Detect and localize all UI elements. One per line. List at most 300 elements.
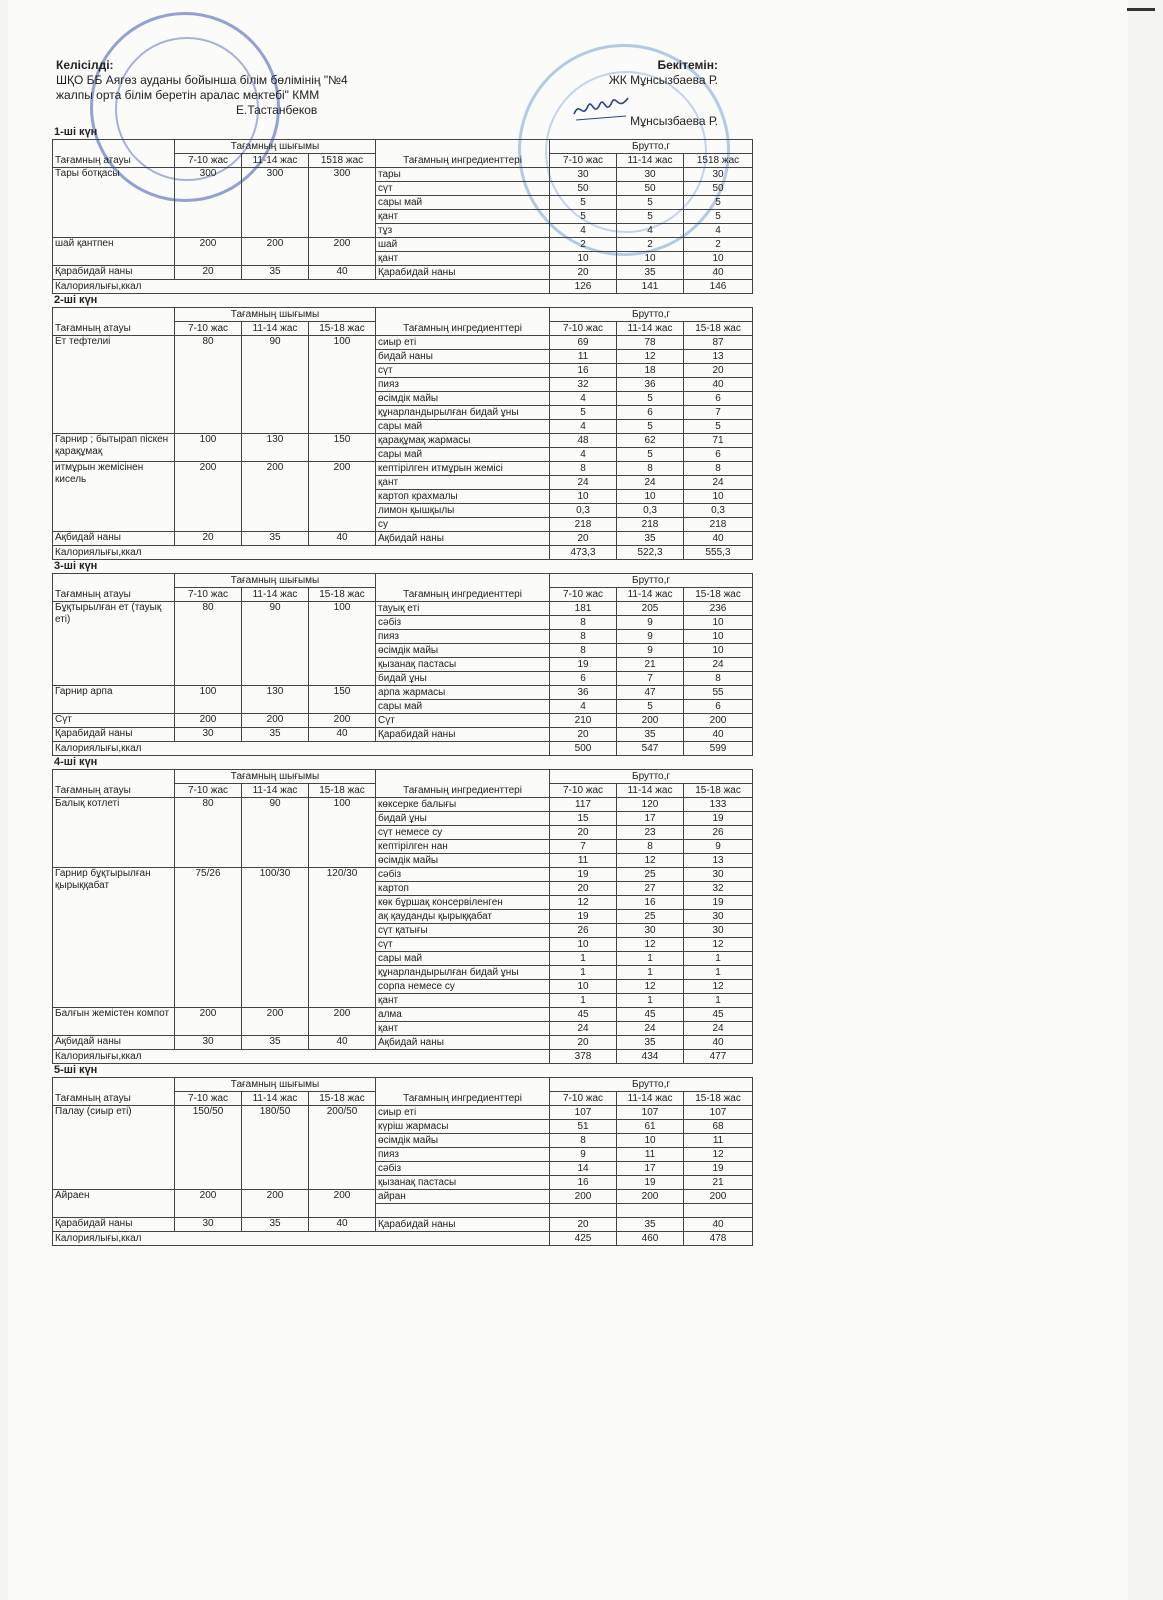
ingredient-name: сары май (376, 196, 550, 210)
brutto-cell: 11 (617, 1148, 684, 1162)
brutto-cell: 35 (617, 266, 684, 280)
brutto-cell: 117 (550, 798, 617, 812)
calories-label: Калориялығы,ккал (53, 1232, 550, 1246)
portion-cell: 150 (309, 434, 376, 462)
brutto-cell: 68 (684, 1120, 753, 1134)
brutto-cell: 10 (684, 630, 753, 644)
table-row (53, 1106, 753, 1120)
age-header: 15-18 жас (684, 784, 753, 798)
portion-cell: 35 (242, 532, 309, 546)
brutto-cell: 40 (684, 1036, 753, 1050)
signature-icon (570, 92, 632, 124)
brutto-cell: 32 (684, 882, 753, 896)
col-dish-header: Тағамның атауы (53, 308, 175, 336)
age-header: 15-18 жас (684, 1092, 753, 1106)
brutto-cell: 17 (617, 812, 684, 826)
portion-cell: 200 (242, 1008, 309, 1036)
portion-cell: 35 (242, 1218, 309, 1232)
brutto-cell: 218 (617, 518, 684, 532)
brutto-cell: 5 (550, 210, 617, 224)
ingredient-name: қызанақ пастасы (376, 658, 550, 672)
brutto-cell: 24 (550, 1022, 617, 1036)
brutto-cell: 5 (617, 392, 684, 406)
brutto-cell: 4 (550, 392, 617, 406)
brutto-cell: 5 (617, 448, 684, 462)
brutto-cell: 19 (550, 868, 617, 882)
ingredient-name: сары май (376, 952, 550, 966)
portion-cell: 75/26 (175, 868, 242, 1008)
age-header: 15-18 жас (309, 1092, 376, 1106)
brutto-cell: 20 (684, 364, 753, 378)
ingredient-name: қант (376, 210, 550, 224)
dish-name: шай қантпен (53, 238, 175, 266)
brutto-cell: 50 (684, 182, 753, 196)
brutto-cell: 30 (617, 168, 684, 182)
portion-cell: 200/50 (309, 1106, 376, 1190)
calories-label: Калориялығы,ккал (53, 546, 550, 560)
brutto-cell: 236 (684, 602, 753, 616)
ingredient-name: құнарландырылған бидай ұны (376, 406, 550, 420)
calories-value: 378 (550, 1050, 617, 1064)
menu-table (52, 139, 753, 294)
portion-cell: 130 (242, 686, 309, 714)
brutto-cell: 10 (617, 1134, 684, 1148)
brutto-cell: 45 (617, 1008, 684, 1022)
day-title: 4-ші күн (54, 756, 98, 768)
brutto-cell: 30 (550, 168, 617, 182)
portion-cell: 300 (175, 168, 242, 238)
brutto-cell: 61 (617, 1120, 684, 1134)
ingredient-name: картоп (376, 882, 550, 896)
col-brutto-header: Брутто,г (550, 770, 753, 784)
col-portion-header: Тағамның шығымы (175, 574, 376, 588)
ingredient-name: пияз (376, 378, 550, 392)
brutto-cell: 25 (617, 868, 684, 882)
brutto-cell (684, 1204, 753, 1218)
brutto-cell: 19 (684, 812, 753, 826)
brutto-cell: 20 (550, 532, 617, 546)
brutto-cell: 6 (550, 672, 617, 686)
age-header: 11-14 жас (617, 1092, 684, 1106)
table-header-row (53, 574, 753, 588)
table-header-row (53, 770, 753, 784)
age-header: 11-14 жас (617, 588, 684, 602)
portion-cell: 80 (175, 336, 242, 434)
portion-cell: 80 (175, 798, 242, 868)
calories-value: 522,3 (617, 546, 684, 560)
brutto-cell: 20 (550, 1036, 617, 1050)
brutto-cell: 35 (617, 1036, 684, 1050)
brutto-cell: 5 (617, 210, 684, 224)
calories-value: 473,3 (550, 546, 617, 560)
calories-value: 434 (617, 1050, 684, 1064)
table-row (53, 462, 753, 476)
brutto-cell: 10 (684, 616, 753, 630)
brutto-cell: 133 (684, 798, 753, 812)
brutto-cell: 13 (684, 854, 753, 868)
col-ingredients-header: Тағамның ингредиенттері (376, 574, 550, 602)
dish-name: Ақбидай наны (53, 1036, 175, 1050)
calories-value: 141 (617, 280, 684, 294)
table-row (53, 686, 753, 700)
portion-cell: 200 (309, 238, 376, 266)
portion-cell: 100 (175, 434, 242, 462)
portion-cell: 90 (242, 602, 309, 686)
ingredient-name: тауық еті (376, 602, 550, 616)
brutto-cell: 181 (550, 602, 617, 616)
ingredient-name: ақ қауданды қырыққабат (376, 910, 550, 924)
table-header-row (53, 308, 753, 322)
brutto-cell: 1 (684, 994, 753, 1008)
col-dish-header: Тағамның атауы (53, 140, 175, 168)
age-header: 1518 жас (684, 154, 753, 168)
brutto-cell: 40 (684, 532, 753, 546)
ingredient-name: өсімдік майы (376, 1134, 550, 1148)
brutto-cell: 6 (684, 448, 753, 462)
brutto-cell: 10 (684, 644, 753, 658)
ingredient-name: қант (376, 1022, 550, 1036)
brutto-cell: 5 (617, 196, 684, 210)
portion-cell: 35 (242, 1036, 309, 1050)
brutto-cell: 35 (617, 1218, 684, 1232)
dish-name: Балық котлеті (53, 798, 175, 868)
brutto-cell: 24 (684, 658, 753, 672)
brutto-cell: 11 (550, 350, 617, 364)
brutto-cell: 218 (684, 518, 753, 532)
brutto-cell: 8 (617, 462, 684, 476)
brutto-cell: 4 (550, 700, 617, 714)
portion-cell: 200 (309, 714, 376, 728)
ingredient-name: бидай ұны (376, 672, 550, 686)
day-title: 2-ші күн (54, 294, 98, 306)
calories-value: 478 (684, 1232, 753, 1246)
portion-cell: 90 (242, 336, 309, 434)
ingredient-name: тұз (376, 224, 550, 238)
col-portion-header: Тағамның шығымы (175, 1078, 376, 1092)
brutto-cell: 10 (617, 252, 684, 266)
ingredient-name: бидай ұны (376, 812, 550, 826)
ingredient-name: сәбіз (376, 1162, 550, 1176)
brutto-cell: 5 (550, 196, 617, 210)
portion-cell: 40 (309, 1036, 376, 1050)
brutto-cell: 4 (617, 224, 684, 238)
brutto-cell: 5 (684, 420, 753, 434)
brutto-cell: 200 (684, 714, 753, 728)
table-header-row (53, 140, 753, 154)
col-brutto-header: Брутто,г (550, 1078, 753, 1092)
dish-name: Айраен (53, 1190, 175, 1218)
brutto-cell: 0,3 (550, 504, 617, 518)
ingredient-name: тары (376, 168, 550, 182)
age-header: 11-14 жас (242, 784, 309, 798)
table-row (53, 336, 753, 350)
ingredient-name: бидай наны (376, 350, 550, 364)
ingredient-name: сәбіз (376, 616, 550, 630)
col-ingredients-header: Тағамның ингредиенттері (376, 140, 550, 168)
dish-name: Қарабидай наны (53, 1218, 175, 1232)
brutto-cell: 218 (550, 518, 617, 532)
brutto-cell: 4 (550, 224, 617, 238)
age-header: 7-10 жас (550, 322, 617, 336)
brutto-cell: 5 (617, 700, 684, 714)
menu-table (52, 769, 753, 1064)
calories-value: 146 (684, 280, 753, 294)
ingredient-name: Қарабидай наны (376, 266, 550, 280)
brutto-cell: 48 (550, 434, 617, 448)
brutto-cell: 4 (684, 224, 753, 238)
brutto-cell: 9 (617, 616, 684, 630)
brutto-cell: 36 (617, 378, 684, 392)
portion-cell: 40 (309, 266, 376, 280)
brutto-cell: 0,3 (617, 504, 684, 518)
age-header: 15-18 жас (684, 322, 753, 336)
brutto-cell: 20 (550, 728, 617, 742)
ingredient-name (376, 1204, 550, 1218)
age-header: 11-14 жас (242, 1092, 309, 1106)
brutto-cell: 17 (617, 1162, 684, 1176)
calories-value: 425 (550, 1232, 617, 1246)
ingredient-name: қант (376, 252, 550, 266)
brutto-cell: 7 (550, 840, 617, 854)
brutto-cell: 24 (550, 476, 617, 490)
portion-cell: 40 (309, 532, 376, 546)
brutto-cell: 5 (684, 210, 753, 224)
age-header: 7-10 жас (175, 784, 242, 798)
brutto-cell: 1 (550, 994, 617, 1008)
portion-cell: 120/30 (309, 868, 376, 1008)
age-header: 11-14 жас (242, 322, 309, 336)
table-header-row (53, 1078, 753, 1092)
brutto-cell: 21 (684, 1176, 753, 1190)
brutto-cell: 30 (684, 924, 753, 938)
dish-name: Тары ботқасы (53, 168, 175, 238)
calories-value: 555,3 (684, 546, 753, 560)
portion-cell: 180/50 (242, 1106, 309, 1190)
brutto-cell: 8 (550, 616, 617, 630)
brutto-cell: 24 (684, 476, 753, 490)
brutto-cell (550, 1204, 617, 1218)
brutto-cell: 200 (550, 1190, 617, 1204)
dish-name: Балғын жемістен компот (53, 1008, 175, 1036)
age-header: 15-18 жас (309, 784, 376, 798)
table-row (53, 714, 753, 728)
ingredient-name: пияз (376, 630, 550, 644)
col-dish-header: Тағамның атауы (53, 1078, 175, 1106)
brutto-cell: 12 (617, 938, 684, 952)
age-header: 15-18 жас (309, 322, 376, 336)
ingredient-name: құнарландырылған бидай ұны (376, 966, 550, 980)
brutto-cell: 78 (617, 336, 684, 350)
age-header: 7-10 жас (175, 322, 242, 336)
brutto-cell: 9 (617, 644, 684, 658)
calories-value: 460 (617, 1232, 684, 1246)
portion-cell: 300 (242, 168, 309, 238)
portion-cell: 20 (175, 532, 242, 546)
brutto-cell: 12 (617, 980, 684, 994)
brutto-cell: 8 (550, 462, 617, 476)
brutto-cell: 200 (617, 1190, 684, 1204)
ingredient-name: сары май (376, 448, 550, 462)
age-header: 7-10 жас (175, 154, 242, 168)
brutto-cell: 4 (550, 448, 617, 462)
brutto-cell: 8 (684, 672, 753, 686)
ingredient-name: қант (376, 994, 550, 1008)
brutto-cell: 10 (684, 252, 753, 266)
table-row (53, 1218, 753, 1232)
col-dish-header: Тағамның атауы (53, 574, 175, 602)
table-row (53, 238, 753, 252)
ingredient-name: Қарабидай наны (376, 1218, 550, 1232)
brutto-cell: 23 (617, 826, 684, 840)
ingredient-name: қарақұмақ жармасы (376, 434, 550, 448)
age-header: 11-14 жас (242, 154, 309, 168)
dish-name: Қарабидай наны (53, 728, 175, 742)
calories-row (53, 1050, 753, 1064)
ingredient-name: кептірілген итмұрын жемісі (376, 462, 550, 476)
table-row (53, 602, 753, 616)
calories-row (53, 280, 753, 294)
col-dish-header: Тағамның атауы (53, 770, 175, 798)
ingredient-name: күріш жармасы (376, 1120, 550, 1134)
ingredient-name: сүт (376, 364, 550, 378)
table-row (53, 868, 753, 882)
dish-name: Палау (сиыр еті) (53, 1106, 175, 1190)
dish-name: Сүт (53, 714, 175, 728)
calories-value: 126 (550, 280, 617, 294)
brutto-cell: 12 (617, 350, 684, 364)
ingredient-name: сүт (376, 938, 550, 952)
brutto-cell: 6 (684, 392, 753, 406)
brutto-cell: 205 (617, 602, 684, 616)
age-header: 7-10 жас (550, 1092, 617, 1106)
portion-cell: 200 (242, 238, 309, 266)
brutto-cell: 107 (617, 1106, 684, 1120)
brutto-cell: 27 (617, 882, 684, 896)
brutto-cell: 9 (617, 630, 684, 644)
table-row (53, 532, 753, 546)
brutto-cell: 12 (684, 980, 753, 994)
ingredient-name: көк бұршақ консервіленген (376, 896, 550, 910)
brutto-cell: 1 (684, 966, 753, 980)
table-row (53, 434, 753, 448)
col-brutto-header: Брутто,г (550, 574, 753, 588)
scan-edge-mark (1127, 8, 1155, 11)
table-row (53, 1036, 753, 1050)
brutto-cell: 8 (550, 630, 617, 644)
portion-cell: 100 (309, 798, 376, 868)
brutto-cell: 7 (617, 672, 684, 686)
portion-cell: 35 (242, 266, 309, 280)
col-ingredients-header: Тағамның ингредиенттері (376, 770, 550, 798)
brutto-cell: 10 (684, 490, 753, 504)
calories-value: 500 (550, 742, 617, 756)
dish-name: Гарнир ; бытырап піскен қарақұмақ (53, 434, 175, 462)
portion-cell: 30 (175, 728, 242, 742)
brutto-cell: 10 (550, 980, 617, 994)
table-row (53, 798, 753, 812)
brutto-cell: 12 (684, 938, 753, 952)
table-row (53, 1190, 753, 1204)
brutto-cell: 51 (550, 1120, 617, 1134)
col-ingredients-header: Тағамның ингредиенттері (376, 1078, 550, 1106)
portion-cell: 20 (175, 266, 242, 280)
ingredient-name: арпа жармасы (376, 686, 550, 700)
portion-cell: 90 (242, 798, 309, 868)
brutto-cell: 16 (550, 1176, 617, 1190)
menu-days (52, 126, 756, 1246)
brutto-cell: 19 (684, 896, 753, 910)
brutto-cell: 12 (684, 1148, 753, 1162)
portion-cell: 100 (309, 602, 376, 686)
portion-cell: 30 (175, 1218, 242, 1232)
menu-table (52, 307, 753, 560)
brutto-cell: 200 (684, 1190, 753, 1204)
brutto-cell: 47 (617, 686, 684, 700)
brutto-cell: 26 (684, 826, 753, 840)
brutto-cell: 8 (684, 462, 753, 476)
menu-table (52, 573, 753, 756)
ingredient-name: Ақбидай наны (376, 1036, 550, 1050)
agreed-line-2: жалпы орта білім беретін аралас мектебі" КММ (56, 88, 320, 102)
brutto-cell: 19 (617, 1176, 684, 1190)
brutto-cell: 5 (684, 196, 753, 210)
brutto-cell: 45 (550, 1008, 617, 1022)
brutto-cell: 20 (550, 1218, 617, 1232)
brutto-cell: 210 (550, 714, 617, 728)
dish-name: Гарнир бұқтырылған қырыққабат (53, 868, 175, 1008)
table-row (53, 1008, 753, 1022)
calories-value: 599 (684, 742, 753, 756)
calories-row (53, 742, 753, 756)
portion-cell: 200 (175, 1008, 242, 1036)
ingredient-name: көксеркe балығы (376, 798, 550, 812)
brutto-cell: 50 (617, 182, 684, 196)
brutto-cell: 2 (617, 238, 684, 252)
col-ingredients-header: Тағамның ингредиенттері (376, 308, 550, 336)
brutto-cell: 21 (617, 658, 684, 672)
portion-cell: 150/50 (175, 1106, 242, 1190)
portion-cell: 200 (175, 238, 242, 266)
age-header: 11-14 жас (617, 784, 684, 798)
ingredient-name: сүт қатығы (376, 924, 550, 938)
brutto-cell: 30 (684, 168, 753, 182)
col-portion-header: Тағамның шығымы (175, 770, 376, 784)
brutto-cell: 10 (550, 938, 617, 952)
brutto-cell: 15 (550, 812, 617, 826)
approved-title: Бекітемін: (657, 58, 718, 72)
brutto-cell: 2 (684, 238, 753, 252)
brutto-cell: 35 (617, 728, 684, 742)
brutto-cell: 4 (550, 420, 617, 434)
brutto-cell: 11 (550, 854, 617, 868)
ingredient-name: сүт немесе су (376, 826, 550, 840)
brutto-cell: 24 (617, 1022, 684, 1036)
dish-name: Қарабидай наны (53, 266, 175, 280)
agreed-title: Келісілді: (56, 58, 114, 72)
brutto-cell: 40 (684, 266, 753, 280)
dish-name: Бұқтырылған ет (тауық еті) (53, 602, 175, 686)
ingredient-name: сиыр еті (376, 336, 550, 350)
col-portion-header: Тағамның шығымы (175, 140, 376, 154)
day-title: 1-ші күн (54, 126, 98, 138)
brutto-cell: 30 (684, 868, 753, 882)
brutto-cell: 14 (550, 1162, 617, 1176)
brutto-cell: 16 (550, 364, 617, 378)
brutto-cell: 16 (617, 896, 684, 910)
brutto-cell: 8 (550, 644, 617, 658)
brutto-cell: 20 (550, 826, 617, 840)
brutto-cell: 87 (684, 336, 753, 350)
